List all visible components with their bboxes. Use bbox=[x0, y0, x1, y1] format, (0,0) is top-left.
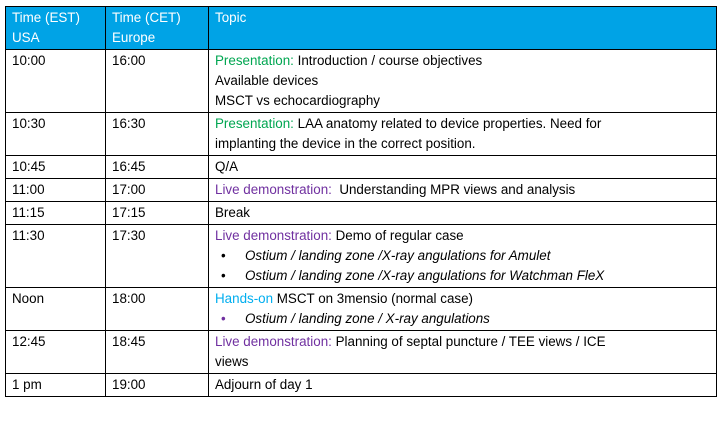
bullet-icon: • bbox=[221, 311, 226, 326]
topic-cell: Q/A bbox=[209, 156, 717, 179]
time-cet: 16:00 bbox=[106, 50, 209, 113]
topic-line bbox=[215, 114, 710, 134]
topic-extra: MSCT vs echocardiography bbox=[215, 93, 380, 108]
time-cet: 18:00 bbox=[106, 288, 209, 331]
time-est: Noon bbox=[6, 288, 106, 331]
header-row bbox=[6, 7, 717, 50]
table-row bbox=[6, 202, 717, 225]
topic-cell bbox=[209, 225, 717, 288]
topic-text: Planning of septal puncture / TEE views / ICE bbox=[331, 334, 606, 349]
topic-extra: implanting the device in the correct position. bbox=[215, 136, 476, 151]
header-time-cet-line1: Time (CET) bbox=[112, 10, 181, 25]
time-est: 11:00 bbox=[6, 179, 106, 202]
topic-cell bbox=[209, 331, 717, 374]
time-cet: 16:45 bbox=[106, 156, 209, 179]
bullet-text: Ostium / landing zone / X-ray angulations bbox=[245, 311, 490, 326]
table-row bbox=[6, 50, 717, 113]
topic-text: LAA anatomy related to device properties. Need for bbox=[293, 116, 602, 131]
time-est: 12:45 bbox=[6, 331, 106, 374]
topic-cell bbox=[209, 113, 717, 156]
time-est: 11:15 bbox=[6, 202, 106, 225]
header-time-est bbox=[6, 7, 106, 50]
bullet-icon: • bbox=[221, 248, 226, 263]
table-row bbox=[6, 374, 717, 397]
topic-extra: views bbox=[215, 354, 249, 369]
header-time-est-line2: USA bbox=[12, 30, 40, 45]
topic-text: Introduction / course objectives bbox=[293, 53, 483, 68]
table-row bbox=[6, 156, 717, 179]
topic-text: Understanding MPR views and analysis bbox=[331, 182, 576, 197]
topic-lead: Presentation: bbox=[215, 53, 294, 68]
bullet-text: Ostium / landing zone /X-ray angulations for Watchman FleX bbox=[245, 268, 605, 283]
topic-cell bbox=[209, 179, 717, 202]
header-time-cet-line2: Europe bbox=[112, 30, 156, 45]
table-row bbox=[6, 288, 717, 331]
table-row bbox=[6, 113, 717, 156]
time-est: 10:30 bbox=[6, 113, 106, 156]
topic-lead: Live demonstration: bbox=[215, 334, 332, 349]
topic-extra: Available devices bbox=[215, 73, 319, 88]
topic-lead: Presentation: bbox=[215, 116, 294, 131]
table-row bbox=[6, 179, 717, 202]
header-time-cet bbox=[106, 7, 209, 50]
time-cet: 16:30 bbox=[106, 113, 209, 156]
topic-lead: Live demonstration: bbox=[215, 228, 332, 243]
bullet-text: Ostium / landing zone /X-ray angulations for Amulet bbox=[245, 248, 551, 263]
time-cet: 17:15 bbox=[106, 202, 209, 225]
header-topic: Topic bbox=[209, 7, 717, 50]
time-est: 10:00 bbox=[6, 50, 106, 113]
time-est: 1 pm bbox=[6, 374, 106, 397]
bullet-item bbox=[215, 309, 710, 329]
header-time-est-line1: Time (EST) bbox=[12, 10, 80, 25]
time-est: 11:30 bbox=[6, 225, 106, 288]
time-cet: 17:00 bbox=[106, 179, 209, 202]
time-cet: 18:45 bbox=[106, 331, 209, 374]
topic-line bbox=[215, 332, 710, 352]
topic-cell: Break bbox=[209, 202, 717, 225]
time-cet: 19:00 bbox=[106, 374, 209, 397]
table-row bbox=[6, 331, 717, 374]
topic-cell: Adjourn of day 1 bbox=[209, 374, 717, 397]
bullet-icon: • bbox=[221, 268, 226, 283]
topic-line bbox=[215, 226, 710, 246]
topic-text: MSCT on 3mensio (normal case) bbox=[273, 291, 473, 306]
topic-line bbox=[215, 289, 710, 309]
bullet-item bbox=[215, 266, 710, 286]
topic-lead: Live demonstration: bbox=[215, 182, 332, 197]
topic-lead: Hands-on bbox=[215, 291, 274, 306]
table-row bbox=[6, 225, 717, 288]
topic-cell bbox=[209, 50, 717, 113]
time-est: 10:45 bbox=[6, 156, 106, 179]
schedule-table bbox=[5, 6, 717, 397]
topic-text: Demo of regular case bbox=[331, 228, 464, 243]
topic-cell bbox=[209, 288, 717, 331]
time-cet: 17:30 bbox=[106, 225, 209, 288]
topic-line bbox=[215, 51, 710, 71]
bullet-item bbox=[215, 246, 710, 266]
